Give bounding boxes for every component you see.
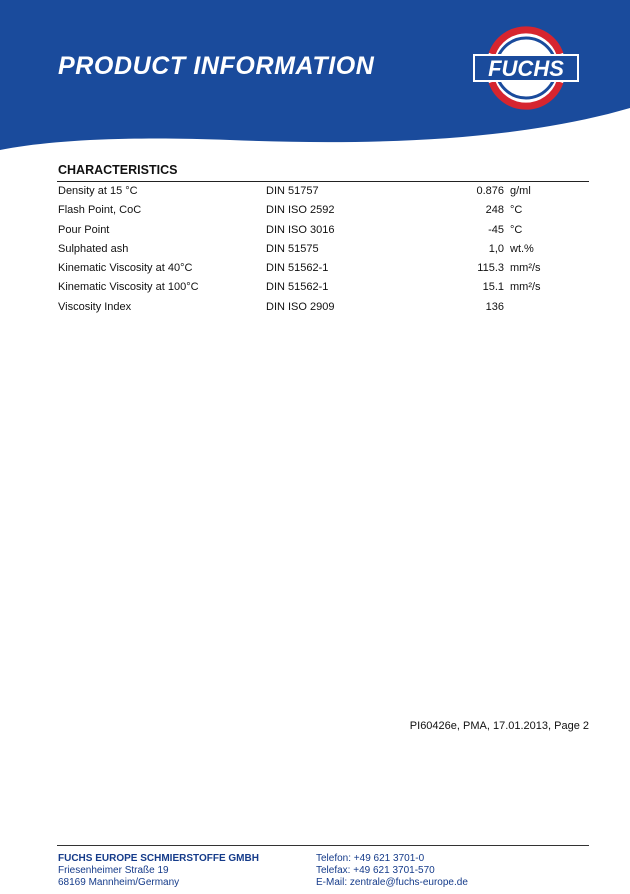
footer-divider <box>57 845 589 846</box>
method-cell: DIN ISO 2592 <box>266 204 335 217</box>
table-row <box>58 281 590 300</box>
table-row <box>58 301 590 320</box>
method-cell: DIN ISO 2909 <box>266 300 335 313</box>
heading-divider <box>57 181 589 182</box>
method-cell: DIN 51562-1 <box>266 281 329 294</box>
footer-city: 68169 Mannheim/Germany <box>58 877 180 888</box>
characteristics-table <box>58 185 590 320</box>
unit-cell: wt.% <box>510 242 534 255</box>
method-cell: DIN 51562-1 <box>266 262 329 275</box>
footer-email: E-Mail: zentrale@fuchs-europe.de <box>316 877 468 888</box>
property-cell: Viscosity Index <box>58 300 132 313</box>
value-cell: 1,0 <box>488 242 504 255</box>
value-cell: 136 <box>485 300 504 313</box>
unit-cell: °C <box>510 223 523 236</box>
page-title: PRODUCT INFORMATION <box>58 52 375 80</box>
method-cell: DIN 51575 <box>266 242 319 255</box>
table-row <box>58 185 590 204</box>
table-row <box>58 243 590 262</box>
footer-street: Friesenheimer Straße 19 <box>58 865 169 876</box>
value-cell: 248 <box>485 204 504 217</box>
unit-cell: °C <box>510 204 523 217</box>
table-row <box>58 224 590 243</box>
value-cell: -45 <box>488 223 504 236</box>
unit-cell: mm²/s <box>510 281 541 294</box>
property-cell: Kinematic Viscosity at 40°C <box>58 262 193 275</box>
value-cell: 0.876 <box>476 185 504 197</box>
unit-cell: g/ml <box>510 185 531 197</box>
footer-contact <box>316 853 468 889</box>
property-cell: Flash Point, CoC <box>58 204 142 217</box>
property-cell: Density at 15 °C <box>58 185 138 197</box>
table-row <box>58 262 590 281</box>
value-cell: 115.3 <box>477 262 504 275</box>
footer-phone: Telefon: +49 621 3701-0 <box>316 853 425 864</box>
method-cell: DIN ISO 3016 <box>266 223 335 236</box>
value-cell: 15.1 <box>482 281 504 294</box>
fuchs-logo <box>470 24 582 112</box>
table-row <box>58 204 590 223</box>
property-cell: Sulphated ash <box>58 242 129 255</box>
document-reference: PI60426e, PMA, 17.01.2013, Page 2 <box>409 720 589 732</box>
property-cell: Kinematic Viscosity at 100°C <box>58 281 199 294</box>
unit-cell: mm²/s <box>510 262 541 275</box>
property-cell: Pour Point <box>58 223 110 236</box>
section-heading-characteristics: CHARACTERISTICS <box>58 163 178 177</box>
logo-wordmark: FUCHS <box>488 56 564 81</box>
footer-address <box>58 853 259 889</box>
footer-fax: Telefax: +49 621 3701-570 <box>316 865 435 876</box>
footer-company: FUCHS EUROPE SCHMIERSTOFFE GMBH <box>58 853 259 864</box>
method-cell: DIN 51757 <box>266 185 319 197</box>
header-banner <box>0 0 630 150</box>
